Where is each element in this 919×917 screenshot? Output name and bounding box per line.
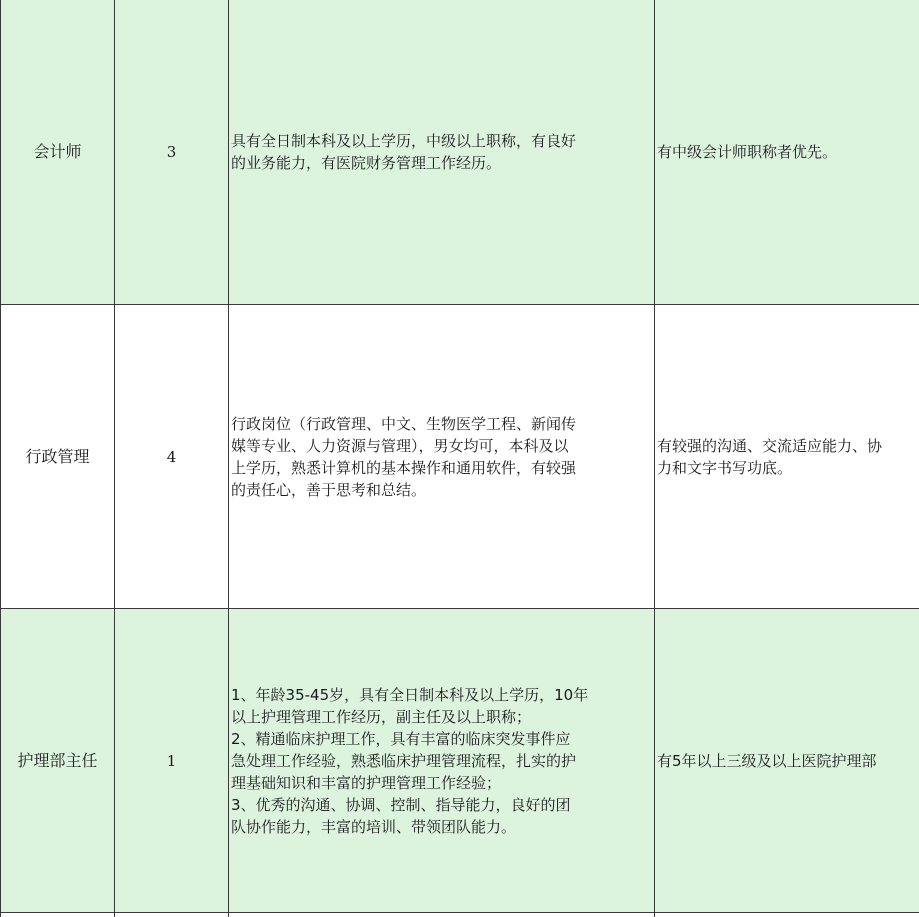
table-row — [1, 0, 919, 305]
requirements-line: 上学历，熟悉计算机的基本操作和通用软件，有较强 — [231, 458, 577, 477]
position-cell[interactable]: 会计师 — [1, 0, 115, 305]
requirements-line: 的业务能力，有医院财务管理工作经历。 — [231, 153, 502, 172]
other-conditions-line: 力和文字书写功底。 — [657, 458, 793, 477]
table-row — [1, 913, 919, 917]
empty-cell[interactable] — [115, 913, 229, 917]
headcount-cell[interactable]: 4 — [115, 305, 229, 609]
requirements-line: 2、精通临床护理工作，具有丰富的临床突发事件应 — [231, 729, 571, 748]
requirements-line: 的责任心，善于思考和总结。 — [231, 480, 427, 499]
requirements-line: 以上护理管理工作经历，副主任及以上职称； — [231, 707, 532, 726]
requirements-line: 队协作能力，丰富的培训、带领团队能力。 — [231, 817, 517, 836]
requirements-line: 媒等专业、人力资源与管理），男女均可，本科及以 — [231, 436, 569, 455]
requirements-line: 行政岗位（行政管理、中文、生物医学工程、新闻传 — [231, 414, 577, 433]
other-conditions-line: 有较强的沟通、交流适应能力、协 — [657, 436, 883, 455]
empty-cell[interactable] — [229, 913, 655, 917]
table-row — [1, 609, 919, 913]
requirements-line: 急处理工作经验，熟悉临床护理管理流程，扎实的护 — [231, 751, 577, 770]
table-row — [1, 305, 919, 609]
requirements-line: 具有全日制本科及以上学历，中级以上职称，有良好 — [231, 131, 577, 150]
empty-cell[interactable] — [655, 913, 919, 917]
requirements-cell[interactable] — [229, 0, 655, 305]
requirements-line: 1、年龄35-45岁，具有全日制本科及以上学历，10年 — [231, 685, 589, 704]
other-conditions-line: 有5年以上三级及以上医院护理部 — [657, 751, 877, 770]
requirements-cell[interactable] — [229, 609, 655, 913]
other-conditions-line: 有中级会计师职称者优先。 — [657, 142, 838, 161]
other-conditions-cell[interactable] — [655, 609, 919, 913]
requirements-line: 理基础知识和丰富的护理管理工作经验； — [231, 773, 502, 792]
requirements-cell[interactable] — [229, 305, 655, 609]
headcount-cell[interactable]: 3 — [115, 0, 229, 305]
position-cell[interactable]: 行政管理 — [1, 305, 115, 609]
empty-cell[interactable] — [1, 913, 115, 917]
other-conditions-cell[interactable] — [655, 305, 919, 609]
requirements-line: 3、优秀的沟通、协调、控制、指导能力，良好的团 — [231, 795, 571, 814]
headcount-cell[interactable]: 1 — [115, 609, 229, 913]
position-cell[interactable]: 护理部主任 — [1, 609, 115, 913]
other-conditions-cell[interactable] — [655, 0, 919, 305]
